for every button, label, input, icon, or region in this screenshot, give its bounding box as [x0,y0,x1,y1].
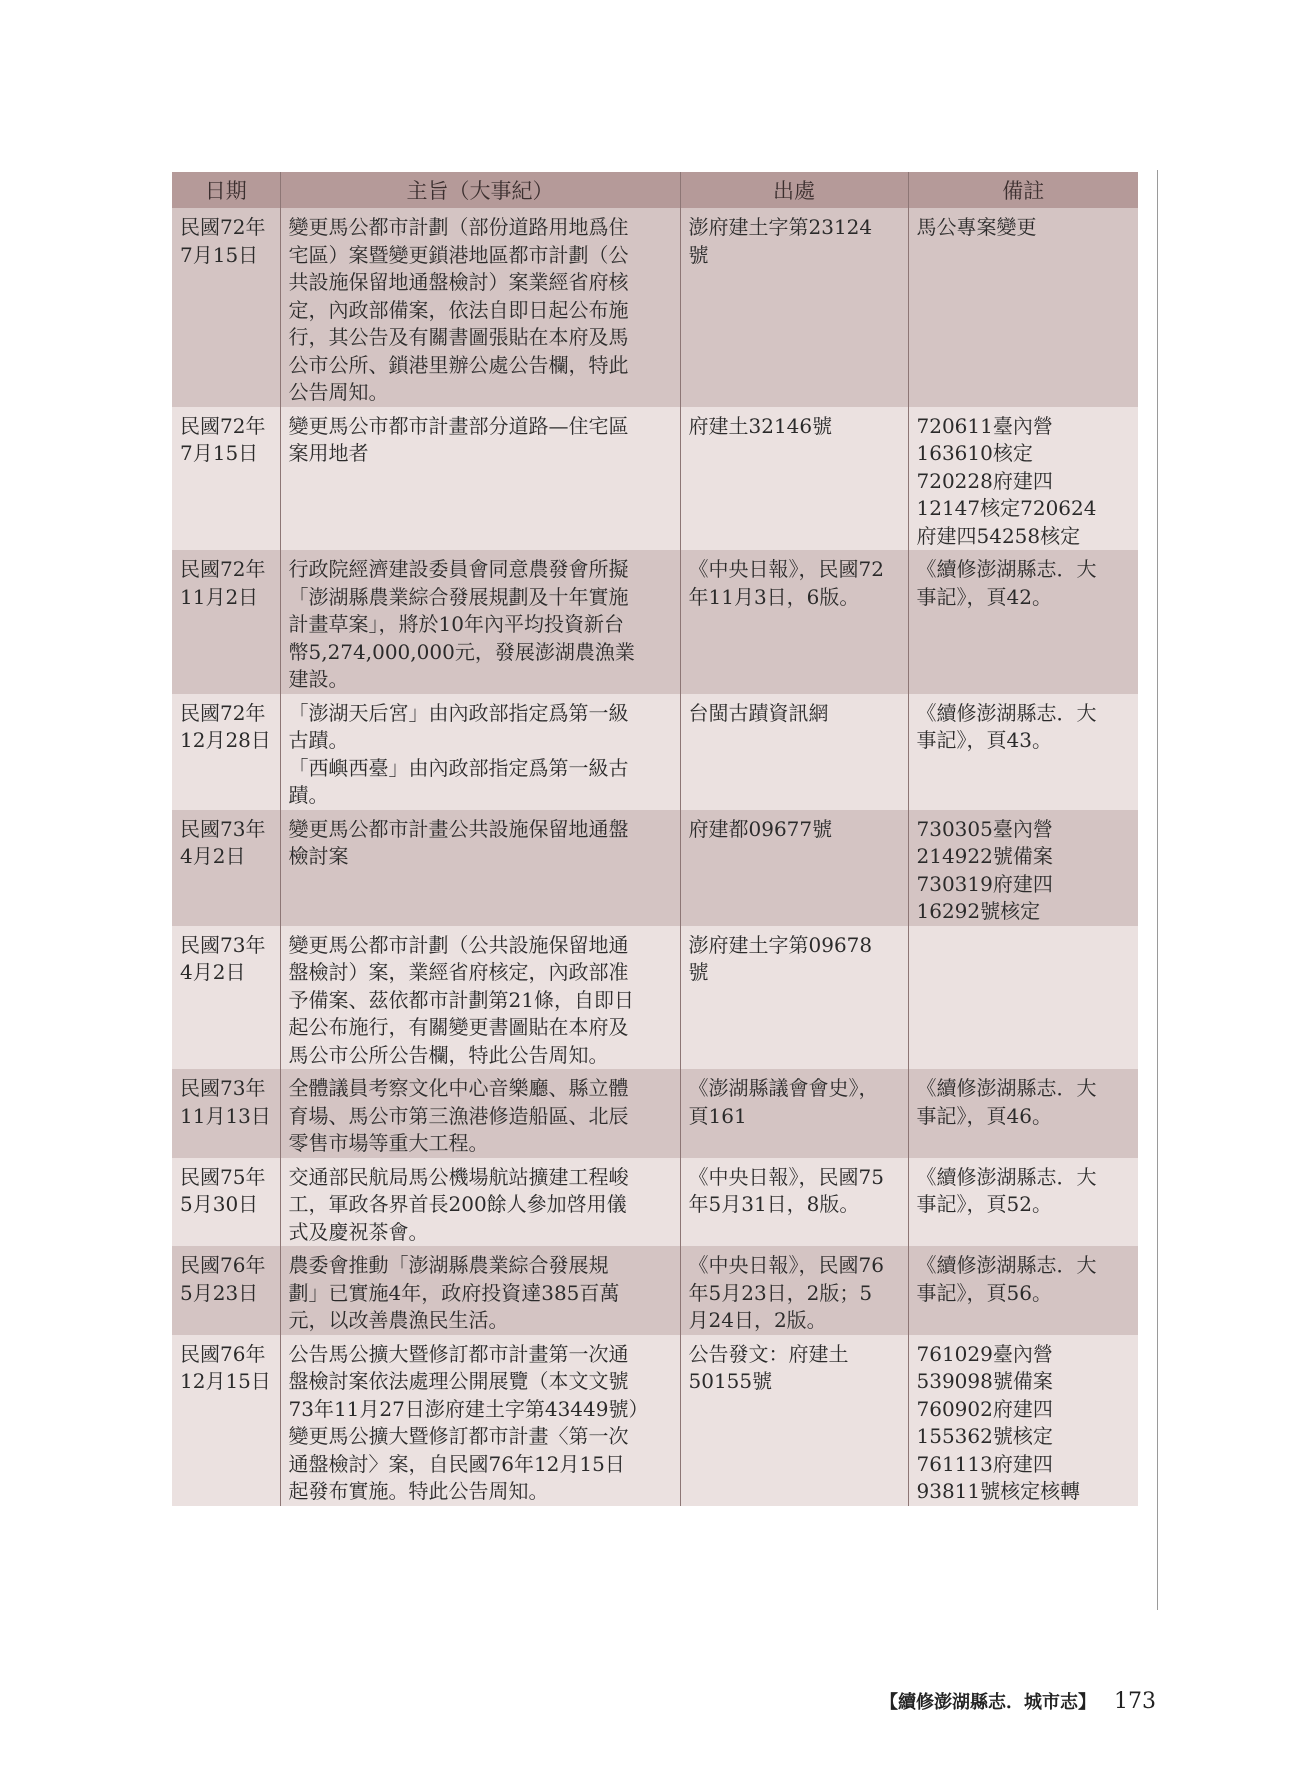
note-cell-line: 720611臺內營 [916,413,1053,438]
source-cell [680,926,908,1070]
subject-cell-line: 公告馬公擴大暨修訂都市計畫第一次通 [288,1341,629,1366]
date-cell-line: 12月28日 [180,728,271,752]
date-cell-line: 12月15日 [180,1369,271,1393]
source-cell [680,1335,908,1506]
page-footer [880,1688,1156,1714]
note-cell-line: 163610核定 [916,441,1033,465]
subject-cell-line: 變更馬公都市計畫公共設施保留地通盤 [288,816,629,841]
source-cell-line: 《中央日報》，民國76 [688,1253,884,1277]
note-cell-line: 《續修澎湖縣志．大 [916,1076,1097,1100]
subject-cell-line: 變更馬公擴大暨修訂都市計畫〈第一次 [288,1424,629,1448]
header-note: 備註 [908,172,1138,208]
note-cell [908,1335,1138,1506]
source-cell-line: 《中央日報》，民國75 [688,1164,884,1189]
subject-cell-line: 「澎湖天后宮」由內政部指定爲第一級 [288,700,629,725]
subject-cell-line: 共設施保留地通盤檢討）案業經省府核 [288,270,629,294]
note-cell-line: 155362號核定 [916,1424,1053,1448]
table-row [172,208,1138,407]
note-cell-line: 《續修澎湖縣志．大 [916,1164,1097,1189]
subject-cell-line: 劃」已實施4年，政府投資達385百萬 [288,1280,620,1305]
source-cell-line: 50155號 [688,1369,773,1393]
subject-cell-line: 公告周知。 [288,380,389,404]
date-cell [172,1069,280,1158]
header-source: 出處 [680,172,908,208]
subject-cell-line: 式及慶祝茶會。 [288,1219,429,1244]
date-cell-line: 11月2日 [180,584,259,609]
note-cell-line: 《續修澎湖縣志．大 [916,557,1097,581]
subject-cell-line: 行政院經濟建設委員會同意農發會所擬 [288,557,629,581]
note-cell [908,550,1138,694]
source-cell-line: 公告發文：府建土 [688,1341,849,1366]
subject-cell-line: 盤檢討案依法處理公開展覽（本文文號 [288,1369,629,1393]
date-cell-line: 4月2日 [180,960,246,984]
table-row [172,1335,1138,1506]
date-cell-line: 民國73年 [180,816,266,841]
note-cell [908,1246,1138,1335]
date-cell [172,1158,280,1247]
source-cell [680,407,908,551]
source-cell [680,208,908,407]
note-cell [908,1069,1138,1158]
subject-cell-line: 變更馬公都市計劃（部份道路用地爲住 [288,215,629,239]
subject-cell [280,1158,680,1247]
note-cell [908,926,1138,1070]
subject-cell-line: 案用地者 [288,441,369,465]
date-cell [172,407,280,551]
subject-cell [280,926,680,1070]
subject-cell [280,694,680,810]
note-cell-line: 馬公專案變更 [916,215,1037,239]
page-margin-rule [1157,170,1158,1610]
subject-cell-line: 予備案、茲依都市計劃第21條，自即日 [288,987,634,1012]
source-cell-line: 澎府建土字第09678 [688,932,873,957]
note-cell-line: 760902府建四 [916,1396,1053,1421]
source-cell-line: 頁161 [688,1103,747,1128]
book-title: 【續修澎湖縣志．城市志】 [880,1692,1096,1713]
subject-cell-line: 幣5,274,000,000元，發展澎湖農漁業 [288,639,635,664]
note-cell-line: 事記》，頁46。 [916,1103,1052,1128]
date-cell-line: 民國72年 [180,413,266,438]
date-cell [172,550,280,694]
header-date: 日期 [172,172,280,208]
note-cell-line: 761029臺內營 [916,1341,1053,1366]
date-cell-line: 民國72年 [180,700,266,725]
date-cell-line: 民國75年 [180,1164,266,1189]
date-cell-line: 民國76年 [180,1341,266,1366]
subject-cell-line: 檢討案 [288,844,349,868]
subject-cell-line: 零售市場等重大工程。 [288,1131,489,1155]
subject-cell [280,550,680,694]
note-cell [908,1158,1138,1247]
subject-cell-line: 起發布實施。特此公告周知。 [288,1479,549,1503]
source-cell-line: 府建土32146號 [688,413,833,438]
note-cell-line: 府建四54258核定 [916,523,1081,548]
note-cell-line: 《續修澎湖縣志．大 [916,700,1097,725]
source-cell [680,1069,908,1158]
date-cell [172,1335,280,1506]
table-body [172,208,1138,1506]
note-cell-line: 事記》，頁52。 [916,1192,1052,1216]
source-cell-line: 年5月31日，8版。 [688,1192,860,1216]
note-cell-line: 539098號備案 [916,1369,1053,1393]
subject-cell-line: 交通部民航局馬公機場航站擴建工程峻 [288,1164,629,1189]
source-cell-line: 《澎湖縣議會會史》， [688,1076,879,1100]
subject-cell-line: 「西嶼西臺」由內政部指定爲第一級古 [288,755,629,780]
source-cell-line: 府建都09677號 [688,816,833,841]
source-cell [680,810,908,926]
date-cell-line: 5月23日 [180,1280,259,1305]
subject-cell [280,1246,680,1335]
subject-cell-line: 工，軍政各界首長200餘人參加啓用儀 [288,1192,627,1216]
subject-cell-line: 元，以改善農漁民生活。 [288,1308,509,1332]
date-cell-line: 11月13日 [180,1103,271,1128]
subject-cell [280,208,680,407]
note-cell [908,208,1138,407]
table-header-row [172,172,1138,208]
source-cell [680,694,908,810]
subject-cell-line: 行，其公告及有關書圖張貼在本府及馬 [288,325,629,349]
subject-cell-line: 「澎湖縣農業綜合發展規劃及十年實施 [288,584,629,609]
date-cell-line: 民國76年 [180,1253,266,1277]
note-cell-line: 761113府建四 [916,1451,1053,1476]
note-cell-line: 12147核定720624 [916,496,1097,520]
subject-cell [280,810,680,926]
source-cell [680,1246,908,1335]
source-cell-line: 年11月3日，6版。 [688,584,860,609]
subject-cell-line: 蹟。 [288,783,329,807]
table-row [172,926,1138,1070]
subject-cell-line: 農委會推動「澎湖縣農業綜合發展規 [288,1253,609,1277]
source-cell-line: 月24日，2版。 [688,1308,827,1332]
date-cell [172,694,280,810]
note-cell-line: 730305臺內營 [916,816,1053,841]
table-row [172,810,1138,926]
source-cell-line: 號 [688,960,709,984]
note-cell-line: 214922號備案 [916,844,1053,868]
subject-cell-line: 變更馬公都市計劃（公共設施保留地通 [288,932,629,957]
source-cell [680,550,908,694]
date-cell-line: 4月2日 [180,844,246,868]
note-cell [908,407,1138,551]
subject-cell-line: 通盤檢討〉案，自民國76年12月15日 [288,1451,625,1476]
table-row [172,1246,1138,1335]
page-number: 173 [1114,1689,1156,1714]
chronicle-table-container [172,172,1138,1506]
date-cell-line: 民國72年 [180,215,266,239]
note-cell-line: 93811號核定核轉 [916,1479,1081,1503]
date-cell-line: 7月15日 [180,242,259,267]
source-cell-line: 《中央日報》，民國72 [688,557,884,581]
subject-cell-line: 育場、馬公市第三漁港修造船區、北辰 [288,1103,629,1128]
subject-cell-line: 建設。 [288,667,349,691]
subject-cell-line: 定，內政部備案，依法自即日起公布施 [288,297,629,322]
subject-cell [280,1069,680,1158]
note-cell-line: 16292號核定 [916,899,1041,923]
date-cell-line: 5月30日 [180,1192,259,1216]
source-cell-line: 號 [688,242,709,267]
subject-cell-line: 盤檢討）案，業經省府核定，內政部准 [288,960,629,984]
date-cell [172,208,280,407]
note-cell-line: 事記》，頁43。 [916,728,1052,752]
subject-cell-line: 馬公市公所公告欄，特此公告周知。 [288,1042,609,1067]
date-cell-line: 民國73年 [180,1076,266,1100]
source-cell [680,1158,908,1247]
date-cell-line: 民國73年 [180,932,266,957]
table-row [172,694,1138,810]
chronicle-table [172,172,1138,1506]
table-row [172,1158,1138,1247]
header-subject: 主旨（大事紀） [280,172,680,208]
subject-cell-line: 起公布施行，有關變更書圖貼在本府及 [288,1015,629,1039]
note-cell-line: 《續修澎湖縣志．大 [916,1253,1097,1277]
subject-cell-line: 73年11月27日澎府建土字第43449號） [288,1396,649,1421]
note-cell [908,810,1138,926]
note-cell-line: 730319府建四 [916,871,1053,896]
date-cell [172,1246,280,1335]
subject-cell-line: 全體議員考察文化中心音樂廳、縣立體 [288,1076,629,1100]
source-cell-line: 台閩古蹟資訊網 [688,700,829,725]
subject-cell-line: 公市公所、鎖港里辦公處公告欄，特此 [288,352,629,377]
subject-cell-line: 計畫草案」，將於10年內平均投資新台 [288,612,624,636]
date-cell [172,926,280,1070]
date-cell-line: 民國72年 [180,557,266,581]
subject-cell-line: 宅區）案暨變更鎖港地區都市計劃（公 [288,242,629,267]
subject-cell-line: 古蹟。 [288,728,349,752]
note-cell [908,694,1138,810]
source-cell-line: 澎府建土字第23124 [688,215,873,239]
subject-cell [280,1335,680,1506]
note-cell-line: 事記》，頁42。 [916,584,1052,609]
table-row [172,1069,1138,1158]
source-cell-line: 年5月23日，2版；5 [688,1280,873,1305]
subject-cell-line: 變更馬公市都市計畫部分道路—住宅區 [288,413,629,438]
note-cell-line: 720228府建四 [916,468,1053,493]
date-cell [172,810,280,926]
table-row [172,407,1138,551]
date-cell-line: 7月15日 [180,441,259,465]
table-row [172,550,1138,694]
note-cell-line: 事記》，頁56。 [916,1280,1052,1305]
subject-cell [280,407,680,551]
